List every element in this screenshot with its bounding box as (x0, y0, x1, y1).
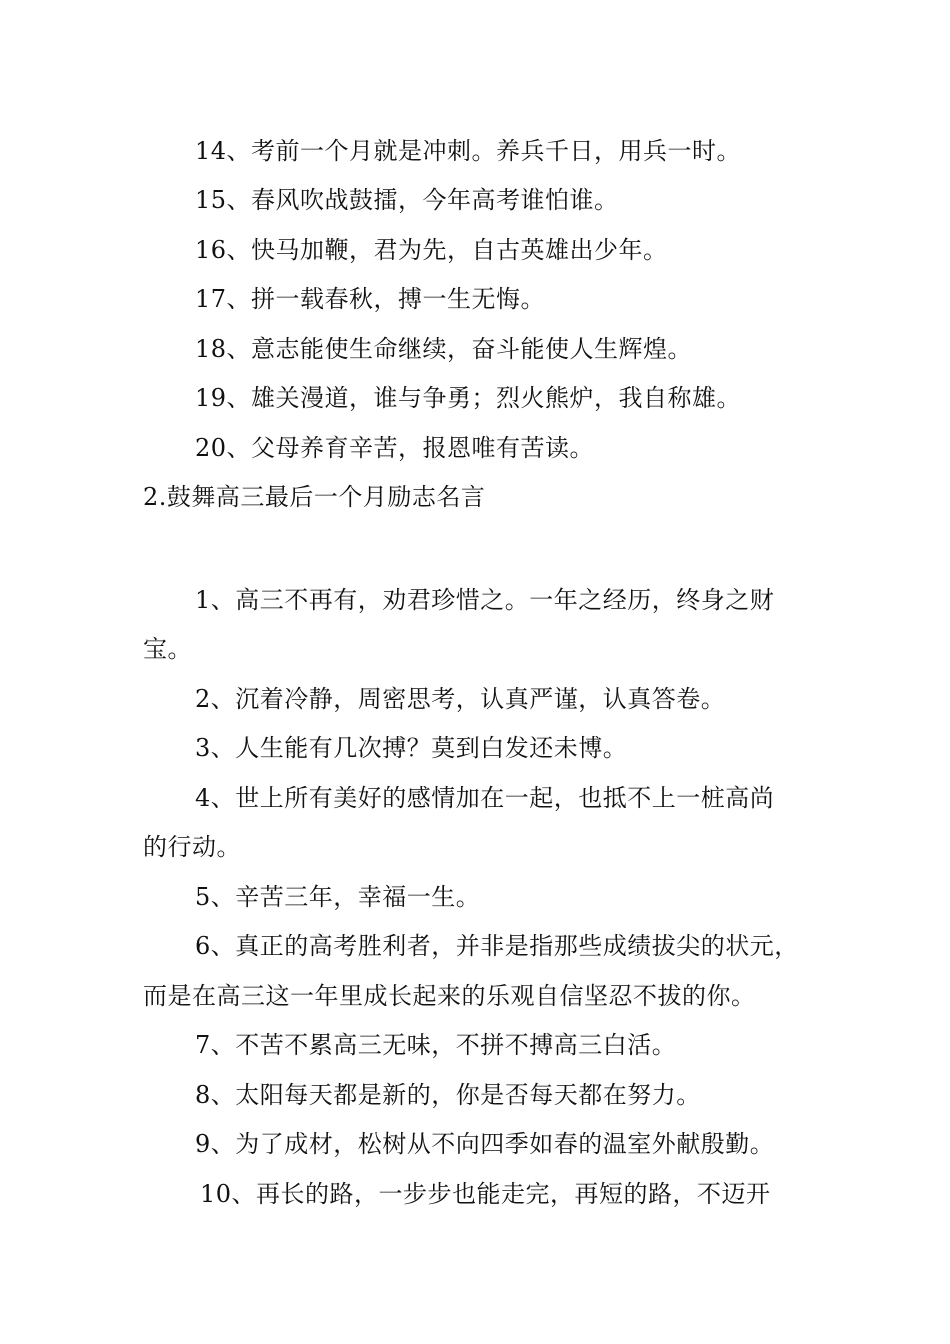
quote-line: 20、父母养育辛苦，报恩唯有苦读。 (195, 434, 595, 462)
quote-line: 3、人生能有几次搏？莫到白发还未博。 (195, 734, 628, 762)
quote-line: 9、为了成材，松树从不向四季如春的温室外献殷勤。 (195, 1130, 775, 1158)
quote-line-continuation: 宝。 (143, 635, 192, 663)
quote-line: 14、考前一个月就是冲刺。养兵千日，用兵一时。 (195, 137, 742, 165)
quote-line: 10、再长的路，一步步也能走完，再短的路，不迈开 (200, 1180, 771, 1208)
quote-line: 4、世上所有美好的感情加在一起，也抵不上一桩高尚 (195, 784, 775, 812)
quote-line: 16、快马加鞭，君为先，自古英雄出少年。 (195, 236, 668, 264)
quote-line: 18、意志能使生命继续，奋斗能使人生辉煌。 (195, 335, 693, 363)
quote-line: 19、雄关漫道，谁与争勇；烈火熊炉，我自称雄。 (195, 384, 742, 412)
quote-line: 8、太阳每天都是新的，你是否每天都在努力。 (195, 1081, 701, 1109)
quote-line: 7、不苦不累高三无味，不拼不搏高三白活。 (195, 1031, 677, 1059)
quote-line: 17、拼一载春秋，搏一生无悔。 (195, 285, 546, 313)
section-heading: 2.鼓舞高三最后一个月励志名言 (143, 483, 486, 511)
quote-line: 2、沉着冷静，周密思考，认真严谨，认真答卷。 (195, 685, 726, 713)
quote-line-continuation: 的行动。 (143, 833, 241, 861)
quote-line: 5、辛苦三年，幸福一生。 (195, 883, 481, 911)
quote-line-continuation: 而是在高三这一年里成长起来的乐观自信坚忍不拔的你。 (143, 982, 756, 1010)
quote-line: 6、真正的高考胜利者，并非是指那些成绩拔尖的状元， (195, 932, 799, 960)
quote-line: 15、春风吹战鼓擂，今年高考谁怕谁。 (195, 186, 619, 214)
quote-line: 1、高三不再有，劝君珍惜之。一年之经历，终身之财 (195, 586, 775, 614)
